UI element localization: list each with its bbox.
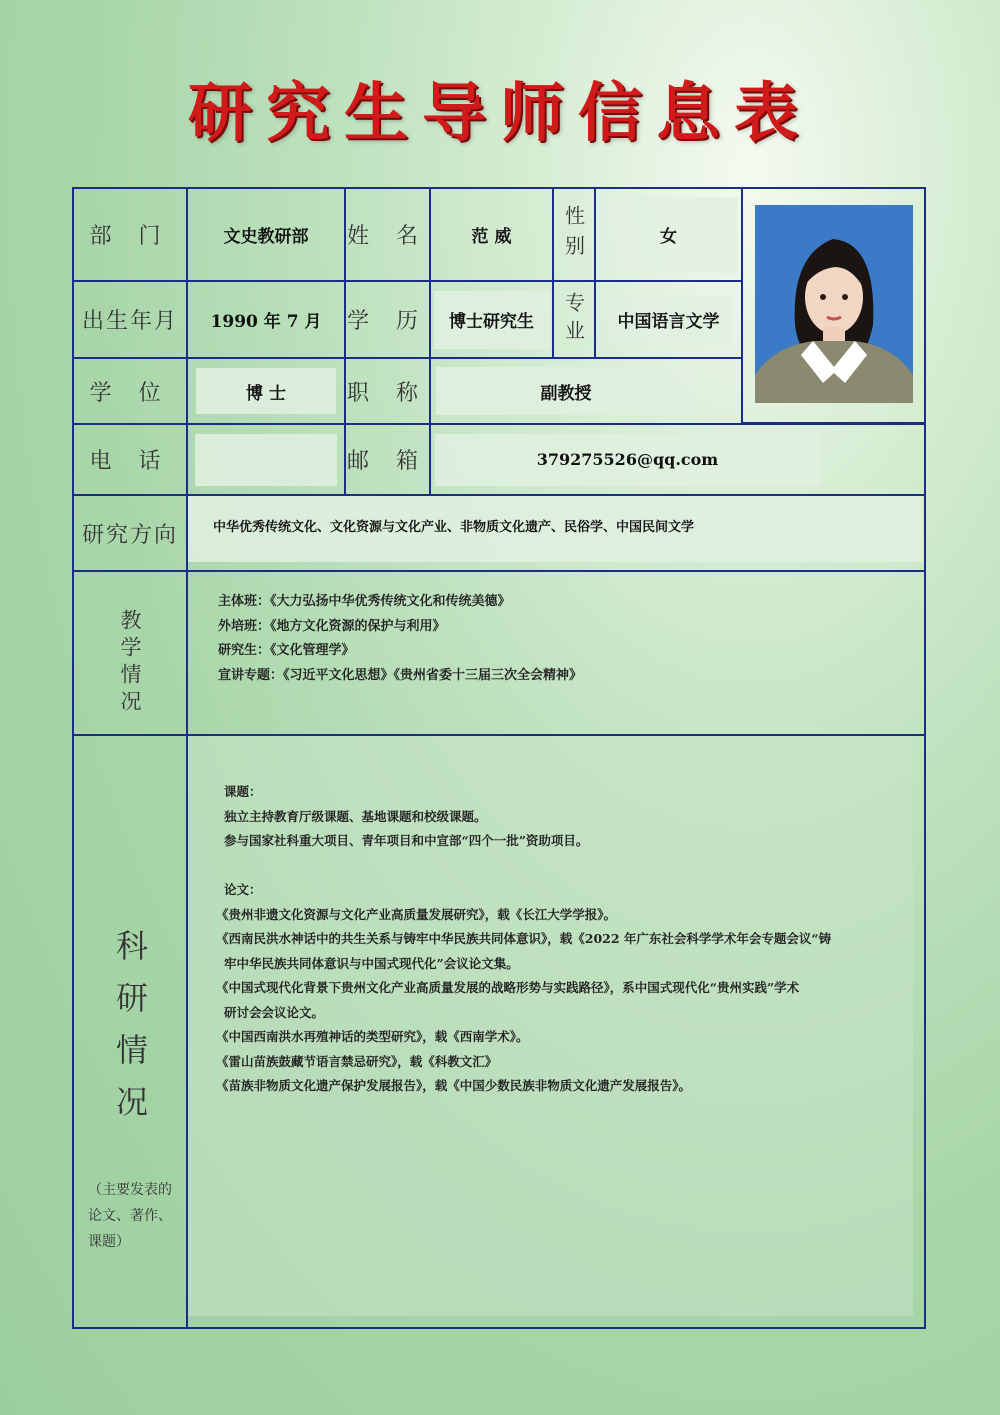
research-line: 《雷山苗族鼓藏节语言禁忌研究》，载《科教文汇》 [216, 1053, 498, 1069]
gender-label: 性别 [561, 204, 586, 265]
phone-label: 电 话 [89, 449, 171, 474]
teaching-lines [188, 572, 582, 688]
gender-label-cell [552, 187, 596, 282]
research-status-label-cell [72, 734, 188, 1329]
research-status-label: 科研情况 [111, 928, 149, 1137]
dept-label-cell [72, 187, 188, 282]
degree-label-cell [72, 357, 188, 425]
research-line [224, 854, 831, 879]
edu-value: 博士研究生 [449, 312, 534, 332]
research-line: 《苗族非物质文化遗产保护发展报告》，载《中国少数民族非物质文化遗产发展报告》。 [216, 1078, 692, 1093]
gender-value-cell [594, 187, 743, 282]
research-label: 研究方向 [81, 522, 178, 548]
research-line: 牢中华民族共同体意识与中国式现代化”会议论文集。 [224, 955, 519, 971]
birth-value-cell [186, 280, 346, 359]
rank-value: 副教授 [540, 383, 592, 404]
teaching-value-cell [186, 570, 926, 736]
major-label: 专业 [561, 291, 586, 348]
degree-value: 博 士 [246, 383, 286, 404]
email-label-cell [344, 423, 431, 496]
name-value: 范 威 [471, 227, 512, 247]
birth-label: 出生年月 [81, 309, 178, 334]
research-line: 课题： [224, 784, 262, 799]
email-value-cell [429, 423, 926, 496]
name-label: 姓 名 [347, 224, 428, 249]
research-line: 《中国西南洪水再殖神话的类型研究》，载《西南学术》。 [216, 1029, 529, 1044]
research-line: 研讨会会议论文。 [224, 1004, 325, 1020]
dept-value-cell [186, 187, 346, 282]
teaching-line: 外培班：《地方文化资源的保护与利用》 [218, 618, 446, 634]
teaching-label: 教学情况 [118, 609, 142, 717]
phone-label-cell [72, 423, 188, 496]
research-line: 《贵州非遗文化资源与文化产业高质量发展研究》，载《长江大学学报》。 [216, 906, 617, 922]
major-label-cell [552, 280, 596, 359]
portrait-photo [755, 205, 913, 403]
research-line: 《西南民洪水神话中的共生关系与铸牢中华民族共同体意识》，载《2022 年广东社会科学学术年会专题会议“铸 [216, 931, 832, 946]
birth-value: 1990 年 7 月 [210, 312, 322, 332]
teaching-line: 宣讲专题：《习近平文化思想》《贵州省委十三届三次全会精神》 [218, 667, 583, 683]
research-status-lines [188, 736, 831, 1099]
research-status-note: （主要发表的论文、著作、课题） [88, 1181, 172, 1250]
gender-value: 女 [660, 227, 677, 247]
research-line: 论文： [224, 882, 262, 897]
dept-label: 部 门 [89, 224, 171, 249]
research-line: 参与国家社科重大项目、青年项目和中宣部“四个一批”资助项目。 [224, 833, 589, 848]
research-status-value-cell [186, 734, 926, 1329]
email-label: 邮 箱 [347, 449, 428, 474]
research-line: 《中国式现代化背景下贵州文化产业高质量发展的战略形势与实践路径》，系中国式现代化“贵州实践”学术 [216, 980, 800, 995]
edu-label-cell [344, 280, 431, 359]
edu-value-cell [429, 280, 554, 359]
major-value-cell [594, 280, 743, 359]
phone-value-cell [186, 423, 346, 496]
teaching-line: 主体班：《大力弘扬中华优秀传统文化和传统美德》 [218, 594, 511, 609]
research-value: 中华优秀传统文化、文化资源与文化产业、非物质文化遗产、民俗学、中国民间文学 [213, 520, 695, 535]
research-value-cell [186, 494, 926, 572]
teaching-label-cell [72, 570, 188, 736]
degree-value-cell [186, 357, 346, 425]
research-label-cell [72, 494, 188, 572]
rank-label: 职 称 [347, 380, 428, 406]
name-value-cell [429, 187, 554, 282]
portrait-icon [755, 205, 913, 403]
dept-value: 文史教研部 [223, 227, 309, 247]
edu-label: 学 历 [347, 309, 428, 334]
email-value: 379275526@qq.com [536, 450, 719, 469]
birth-label-cell [72, 280, 188, 359]
degree-label: 学 位 [89, 380, 171, 406]
major-value: 中国语言文学 [617, 312, 720, 332]
page-title: 研究生导师信息表 [188, 77, 812, 151]
teaching-line: 研究生：《文化管理学》 [218, 643, 355, 658]
rank-value-cell [429, 357, 743, 425]
name-label-cell [344, 187, 431, 282]
rank-label-cell [344, 357, 431, 425]
research-line: 独立主持教育厅级课题、基地课题和校级课题。 [224, 808, 487, 824]
